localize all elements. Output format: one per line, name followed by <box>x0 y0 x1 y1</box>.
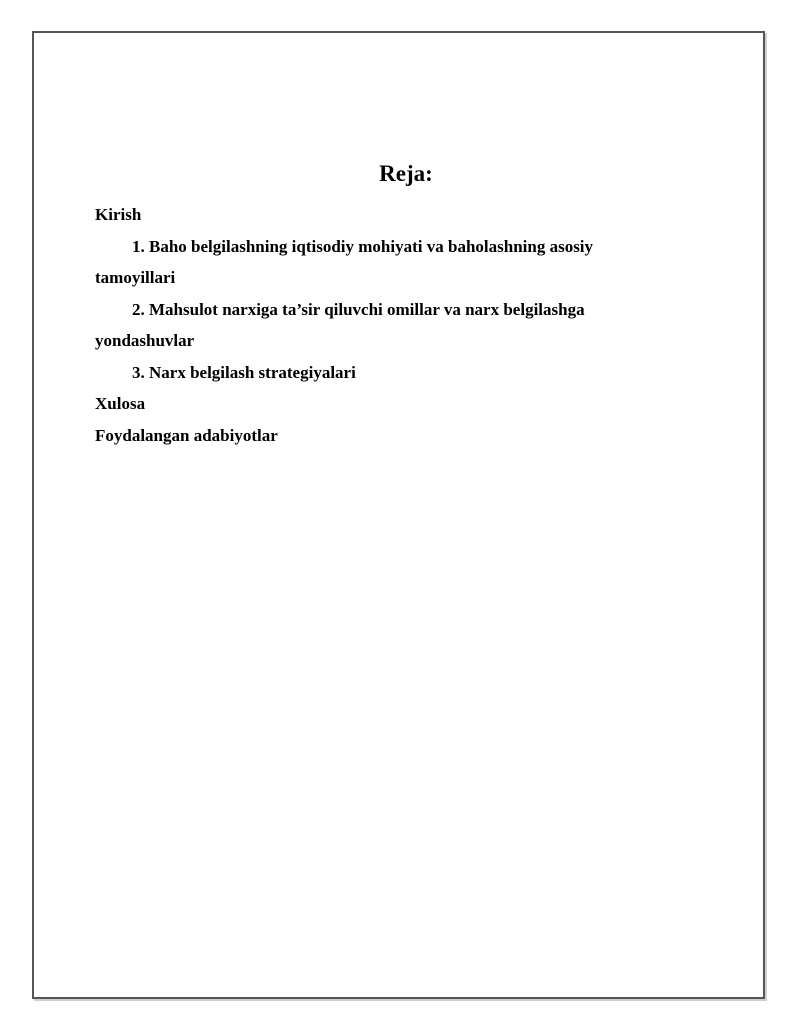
plan-item-2-line-2: yondashuvlar <box>95 331 195 350</box>
page-title: Reja: <box>379 161 433 186</box>
plan-item-1-line-2: tamoyillari <box>95 268 176 287</box>
plan-item-2-line-1: 2. Mahsulot narxiga ta’sir qiluvchi omillar va narx belgilashga <box>132 299 585 319</box>
plan-item-1-line-1: 1. Baho belgilashning iqtisodiy mohiyati va baholashning asosiy <box>132 236 594 256</box>
conclusion-line: Xulosa <box>95 394 146 413</box>
intro-line: Kirish <box>95 205 142 224</box>
references-line: Foydalangan adabiyotlar <box>95 425 278 445</box>
document-page <box>32 31 765 999</box>
plan-content <box>95 159 715 451</box>
plan-item-3-line-1: 3. Narx belgilash strategiyalari <box>132 362 356 382</box>
